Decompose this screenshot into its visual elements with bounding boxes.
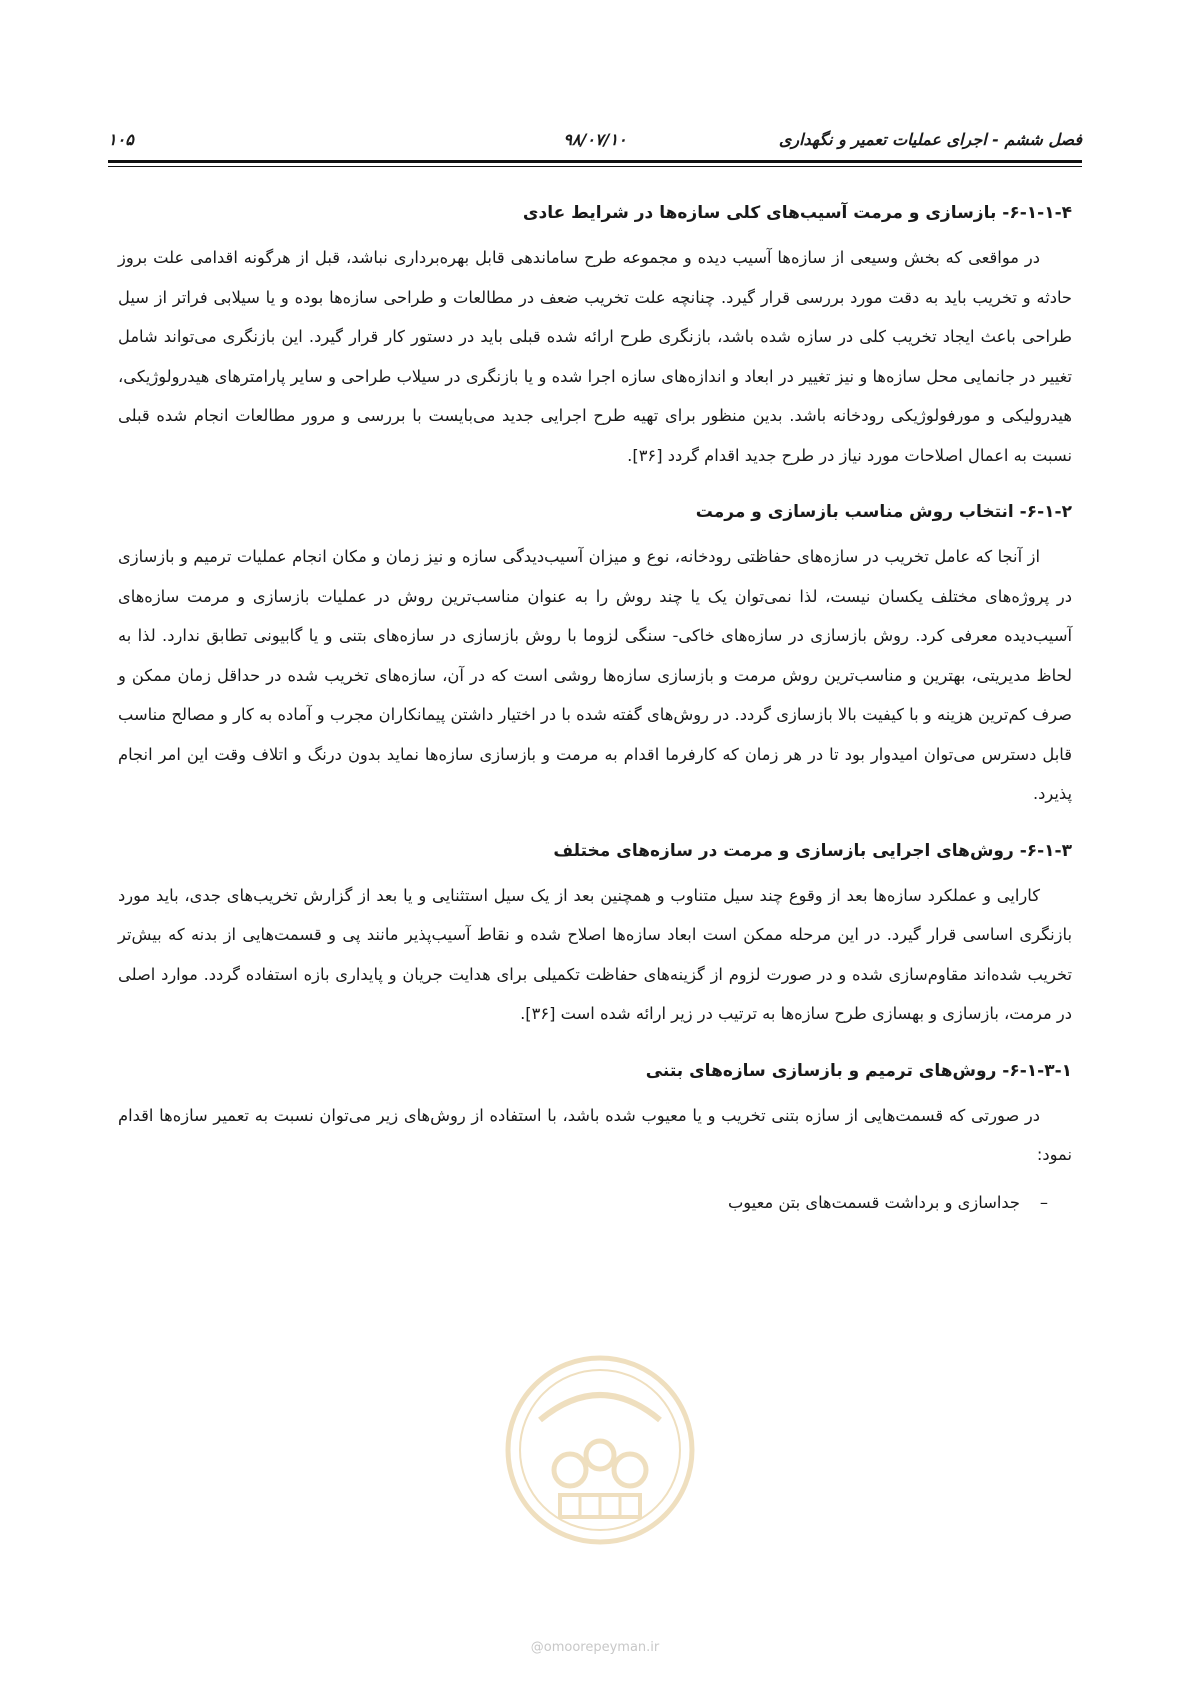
section-heading: ۶-۱-۲- انتخاب روش مناسب بازسازی و مرمت <box>695 502 1072 522</box>
watermark-url: @omoorepeyman.ir <box>530 1640 660 1655</box>
section-6-1-2 <box>118 497 1072 814</box>
header-date: ۹۸/۰۷/۱۰ <box>563 130 627 149</box>
paragraph: کارایی و عملکرد سازه‌ها بعد از وقوع چند سیل متناوب و همچنین بعد از یک سیل استثنایی و یا بعد از گزارش تخریب‌های جدی، باید مورد بازنگری اساسی قرار گیرد. در این مرحله ممکن است ابعاد سازه‌ها اصلاح شده و نقاط آسیب‌پذیر مانند پی و قسمت‌هایی از بدنه که بیش‌تر تخریب شده‌اند مقاوم‌سازی شده و در صورت لزوم از گزینه‌های حفاظت تکمیلی برای هدایت جریان و پایداری بازه استفاده گردد. موارد اصلی در مرمت، بازسازی و بهسازی طرح سازه‌ها به ترتیب در زیر ارائه شده است [۳۶]. <box>118 885 1072 1023</box>
paragraph: در مواقعی که بخش وسیعی از سازه‌ها آسیب دیده و مجموعه طرح ساماندهی قابل بهره‌برداری نباشد، قبل از هرگونه اقدامی علت بروز حادثه و تخریب باید به دقت مورد بررسی قرار گیرد. چنانچه علت تخریب ضعف در مطالعات و طراحی سازه‌ها بوده و یا سیلابی فراتر از سیل طراحی باعث ایجاد تخریب کلی در سازه شده باشد، بازنگری طرح ارائه شده قبلی باید در دستور کار قرار گیرد. این بازنگری می‌تواند شامل تغییر در جانمایی محل سازه‌ها و نیز تغییر در ابعاد و اندازه‌های سازه اجرا شده و یا بازنگری در سیلاب طراحی و سایر پارامترهای هیدرولوژیکی، هیدرولیکی و مورفولوژیکی رودخانه باشد. بدین منظور برای تهیه طرح اجرایی جدید می‌بایست با بررسی و مرور مطالعات انجام شده قبلی نسبت به اعمال اصلاحات مورد نیاز در طرح جدید اقدام گردد [۳۶]. <box>118 248 1072 465</box>
section-6-1-3 <box>118 836 1072 1034</box>
header-rule-thick <box>108 160 1082 163</box>
watermark-seal-icon <box>500 1350 700 1550</box>
chapter-title: فصل ششم - اجرای عملیات تعمیر و نگهداری <box>778 130 1082 149</box>
section-heading: ۶-۱-۱-۴- بازسازی و مرمت آسیب‌های کلی سازه‌ها در شرایط عادی <box>522 203 1072 223</box>
header-rule-thin <box>108 166 1082 167</box>
section-6-1-3-1 <box>118 1056 1072 1221</box>
paragraph: در صورتی که قسمت‌هایی از سازه بتنی تخریب و یا معیوب شده باشد، با استفاده از روش‌های زیر می‌توان نسبت به تعمیر سازه‌ها اقدام نمود: <box>118 1105 1072 1164</box>
document-body <box>118 198 1072 1221</box>
bullet-text: جداسازی و برداشت قسمت‌های بتن معیوب <box>727 1192 1020 1212</box>
paragraph: از آنجا که عامل تخریب در سازه‌های حفاظتی رودخانه، نوع و میزان آسیب‌دیدگی سازه و نیز زمان و مکان انجام عملیات ترمیم و بازسازی در پروژه‌های مختلف یکسان نیست، لذا نمی‌توان یک یا چند روش را به عنوان مناسب‌ترین روش در عملیات بازسازی و مرمت سازه‌های آسیب‌دیده معرفی کرد. روش بازسازی در سازه‌های خاکی- سنگی لزوما با روش بازسازی در سازه‌های بتنی و یا گابیونی تطابق ندارد. لذا به لحاظ مدیریتی، بهترین و مناسب‌ترین روش مرمت و بازسازی سازه‌ها روشی است که در آن، سازه‌های تخریب شده در حداقل زمان ممکن و صرف کم‌ترین هزینه و با کیفیت بالا بازسازی گردد. در روش‌های گفته شده با در اختیار داشتن پیمانکاران مجرب و آماده به کار و مصالح مناسب قابل دسترس می‌توان امیدوار بود تا در هر زمان که کارفرما اقدام به مرمت و بازسازی سازه‌ها نماید بدون درنگ و اتلاف وقت این امر انجام پذیرد. <box>118 547 1072 803</box>
section-heading: ۶-۱-۳- روش‌های اجرایی بازسازی و مرمت در سازه‌های مختلف <box>553 840 1072 861</box>
page-number: ۱۰۵ <box>108 130 134 149</box>
page-header <box>108 126 1082 154</box>
section-heading: ۶-۱-۳-۱- روش‌های ترمیم و بازسازی سازه‌های بتنی <box>645 1060 1072 1081</box>
bullet-dash: – <box>1039 1192 1048 1212</box>
section-4-1-1-4 <box>118 198 1072 475</box>
list-item <box>118 1185 1072 1221</box>
